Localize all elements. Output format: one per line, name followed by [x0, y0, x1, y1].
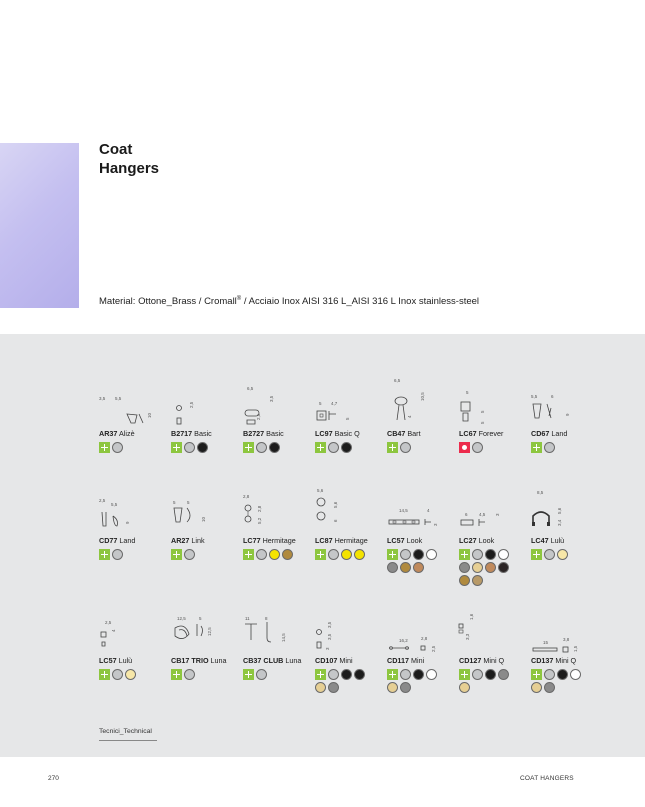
dimension-label: 5,6 — [317, 488, 324, 493]
dimension-label: 3,8 — [563, 637, 570, 642]
finish-color-chip — [112, 442, 123, 453]
plus-icon — [171, 669, 182, 680]
product-name: Look — [476, 536, 495, 545]
plus-icon — [99, 549, 110, 560]
finish-color-chip — [472, 442, 483, 453]
product-label — [171, 429, 212, 438]
finish-color-chip — [400, 549, 411, 560]
product-code: LC47 — [531, 536, 549, 545]
finish-color-chip — [354, 669, 365, 680]
dimension-label: 9 — [565, 413, 570, 416]
finish-color-chip — [531, 682, 542, 693]
product-label — [99, 429, 135, 438]
product-name: Lulù — [116, 656, 133, 665]
product-code: CD67 — [531, 429, 550, 438]
finish-color-chip — [387, 682, 398, 693]
dimension-label: 5,6 — [557, 507, 562, 514]
page-title — [99, 140, 159, 178]
finish-color-chip — [459, 562, 470, 573]
product-code: AR27 — [171, 536, 190, 545]
product-label — [243, 536, 296, 545]
finish-color-chip — [125, 669, 136, 680]
dimension-label: 6 — [465, 512, 468, 517]
product-drawing — [243, 374, 313, 432]
dimension-label: 3 — [433, 523, 438, 526]
finish-color-chip — [570, 669, 581, 680]
dimension-label: 2,5 — [256, 413, 261, 420]
product-name: Luna — [283, 656, 302, 665]
dimension-label: 5 — [345, 417, 350, 420]
product-label — [531, 429, 567, 438]
finish-color-chip — [459, 682, 470, 693]
finish-color-chip — [400, 442, 411, 453]
finish-color-chip — [557, 549, 568, 560]
finish-color-chip — [256, 669, 267, 680]
finish-color-chip — [544, 442, 555, 453]
footer-tag: Tecnici_Technical — [99, 728, 152, 735]
finish-color-chip — [184, 549, 195, 560]
dimension-label: 3,5 — [327, 621, 332, 628]
title-line-1: Coat — [99, 141, 133, 158]
dimension-label: 5,5 — [111, 502, 118, 507]
product-label — [387, 656, 424, 665]
dimension-label: 5 — [319, 401, 322, 406]
product-code: CD107 — [315, 656, 338, 665]
finish-color-chip — [544, 669, 555, 680]
material-text-a: Material: Ottone_Brass / Cromall — [99, 296, 237, 308]
finish-color-chip — [328, 669, 339, 680]
product-label — [243, 429, 284, 438]
dimension-label: 4 — [111, 629, 116, 632]
product-name: Forever — [476, 429, 504, 438]
page-number: 270 — [48, 775, 59, 782]
product-label — [315, 536, 368, 545]
plus-icon — [531, 442, 542, 453]
finish-color-chip — [485, 549, 496, 560]
plus-icon — [99, 442, 110, 453]
finish-color-chip — [413, 549, 424, 560]
dimension-label: 3,5 — [327, 633, 332, 640]
plus-icon — [315, 669, 326, 680]
finish-color-chip — [328, 442, 339, 453]
finish-color-chip — [256, 549, 267, 560]
dimension-label: 8 — [265, 616, 268, 621]
dimension-label: 4,5 — [479, 512, 486, 517]
finish-color-chip — [472, 562, 483, 573]
product-label — [99, 536, 135, 545]
product-name: Luna — [208, 656, 227, 665]
finish-color-chip — [413, 562, 424, 573]
product-name: Alizè — [117, 429, 135, 438]
dimension-label: 6,5 — [247, 386, 254, 391]
finish-color-chip — [341, 549, 352, 560]
plus-icon — [99, 669, 110, 680]
dimension-label: 16,2 — [399, 638, 408, 643]
finish-color-chip — [341, 669, 352, 680]
material-text-b: / Acciaio Inox AISI 316 L_AISI 316 L Inox stainless-steel — [241, 296, 480, 308]
plus-icon — [459, 549, 470, 560]
product-name: Hermitage — [260, 536, 296, 545]
dimension-label: 1,6 — [469, 613, 474, 620]
title-line-2: Hangers — [99, 160, 160, 177]
plus-icon — [387, 549, 398, 560]
product-label — [99, 656, 132, 665]
finish-color-chip — [400, 562, 411, 573]
hanger-line-drawing — [459, 374, 529, 432]
dimension-label: 6 — [551, 394, 554, 399]
product-code: B2727 — [243, 429, 265, 438]
plus-icon — [315, 549, 326, 560]
dimension-label: 5 — [187, 500, 190, 505]
plus-icon — [243, 549, 254, 560]
plus-icon — [531, 669, 542, 680]
product-name: Hermitage — [332, 536, 368, 545]
finish-color-chip — [498, 549, 509, 560]
finish-color-chip — [400, 669, 411, 680]
product-name: Look — [404, 536, 423, 545]
product-drawing — [387, 374, 457, 432]
lavender-accent-block — [0, 143, 79, 308]
finish-color-chip — [282, 549, 293, 560]
product-name: Bart — [405, 429, 421, 438]
plus-icon — [459, 669, 470, 680]
dimension-label: 14,5 — [399, 508, 408, 513]
dimension-label: 10 — [147, 412, 152, 418]
product-label — [315, 429, 360, 438]
dimension-label: 5 — [480, 410, 485, 413]
product-label — [243, 656, 301, 665]
product-name: Mini — [408, 656, 425, 665]
finish-color-chip — [315, 682, 326, 693]
dimension-label: 5,5 — [115, 396, 122, 401]
dimension-label: 4,7 — [331, 401, 338, 406]
dimension-label: 5 — [480, 421, 485, 424]
product-code: LC77 — [243, 536, 261, 545]
product-label — [531, 656, 576, 665]
finish-color-chip — [413, 669, 424, 680]
dimension-label: 5 — [199, 616, 202, 621]
finish-color-chip — [112, 549, 123, 560]
dimension-label: 5,2 — [257, 517, 262, 524]
dimension-label: 5,5 — [531, 394, 538, 399]
product-code: AR37 — [99, 429, 118, 438]
dimension-label: 8,5 — [537, 490, 544, 495]
dimension-label: 4 — [427, 508, 430, 513]
dimension-label: 12,5 — [207, 627, 212, 636]
product-name: Mini Q — [553, 656, 577, 665]
hanger-line-drawing — [531, 374, 601, 432]
finish-color-chip — [184, 442, 195, 453]
finish-color-chip — [426, 669, 437, 680]
dimension-label: 2,5 — [431, 645, 436, 652]
plus-icon — [531, 549, 542, 560]
finish-color-chip — [387, 562, 398, 573]
product-name: Basic — [192, 429, 212, 438]
finish-color-chip — [184, 669, 195, 680]
dimension-label: 5,6 — [333, 501, 338, 508]
product-label — [531, 536, 564, 545]
red-finish-icon — [459, 442, 470, 453]
product-code: LC97 — [315, 429, 333, 438]
product-label — [459, 656, 504, 665]
product-code: LC27 — [459, 536, 477, 545]
dimension-label: 2,8 — [243, 494, 250, 499]
finish-color-chip — [472, 549, 483, 560]
dimension-label: 3,5 — [269, 395, 274, 402]
finish-color-chip — [544, 549, 555, 560]
registered-mark: ® — [236, 296, 242, 302]
product-code: CD127 — [459, 656, 482, 665]
product-name: Land — [117, 536, 136, 545]
hanger-line-drawing — [315, 374, 385, 432]
plus-icon — [315, 442, 326, 453]
product-code: LC67 — [459, 429, 477, 438]
finish-color-chip — [459, 575, 470, 586]
finish-color-chip — [498, 562, 509, 573]
hanger-line-drawing — [99, 374, 169, 432]
finish-color-chip — [544, 682, 555, 693]
finish-color-chip — [557, 669, 568, 680]
product-label — [315, 656, 353, 665]
product-name: Link — [189, 536, 205, 545]
dimension-label: 3,5 — [99, 396, 106, 401]
finish-color-chip — [472, 669, 483, 680]
product-name: Basic Q — [332, 429, 360, 438]
product-code: CD137 — [531, 656, 554, 665]
dimension-label: 10,5 — [420, 392, 425, 401]
product-code: B2717 — [171, 429, 193, 438]
dimension-label: 6,5 — [394, 378, 401, 383]
finish-color-chip — [269, 549, 280, 560]
product-drawing — [171, 374, 241, 432]
product-drawing — [531, 374, 601, 432]
product-name: Lulù — [548, 536, 565, 545]
product-code: CB17 TRIO — [171, 656, 209, 665]
finish-color-chip — [485, 669, 496, 680]
finish-color-chip — [354, 549, 365, 560]
section-name: COAT HANGERS — [520, 775, 574, 782]
dimension-label: 10 — [201, 516, 206, 522]
product-code: LC87 — [315, 536, 333, 545]
plus-icon — [243, 669, 254, 680]
dimension-label: 5 — [173, 500, 176, 505]
dimension-label: 14,5 — [281, 633, 286, 642]
hanger-line-drawing — [171, 374, 241, 432]
dimension-label: 2,5 — [99, 498, 106, 503]
product-label — [171, 656, 227, 665]
product-drawing — [459, 374, 529, 432]
dimension-label: 5 — [466, 390, 469, 395]
plus-icon — [387, 442, 398, 453]
product-code: LC57 — [387, 536, 405, 545]
product-label — [459, 536, 494, 545]
finish-color-chip — [112, 669, 123, 680]
dimension-label: 3,4 — [557, 519, 562, 526]
product-code: CD117 — [387, 656, 409, 665]
dimension-label: 2,8 — [257, 505, 262, 512]
product-label — [387, 536, 422, 545]
dimension-label: 3 — [325, 647, 330, 650]
finish-color-chip — [341, 442, 352, 453]
product-label — [459, 429, 503, 438]
plus-icon — [171, 442, 182, 453]
finish-color-chip — [269, 442, 280, 453]
dimension-label: 2,5 — [105, 620, 112, 625]
product-label — [171, 536, 205, 545]
finish-color-chip — [498, 669, 509, 680]
hanger-line-drawing — [243, 374, 313, 432]
dimension-label: 12,5 — [177, 616, 186, 621]
product-name: Mini Q — [481, 656, 505, 665]
finish-color-chip — [400, 682, 411, 693]
material-line — [99, 296, 479, 307]
footer-divider — [99, 740, 157, 741]
product-code: LC57 — [99, 656, 117, 665]
finish-color-chip — [328, 549, 339, 560]
dimension-label: 2,8 — [421, 636, 428, 641]
dimension-label: 11 — [245, 616, 250, 621]
finish-color-chip — [328, 682, 339, 693]
plus-icon — [171, 549, 182, 560]
dimension-label: 1,5 — [573, 645, 578, 652]
dimension-label: 3,3 — [465, 633, 470, 640]
dimension-label: 2,5 — [189, 401, 194, 408]
product-drawing — [99, 374, 169, 432]
product-name: Basic — [264, 429, 284, 438]
finish-color-chip — [426, 549, 437, 560]
product-code: CB37 CLUB — [243, 656, 284, 665]
product-name: Land — [549, 429, 568, 438]
product-code: CD77 — [99, 536, 118, 545]
product-code: CB47 — [387, 429, 406, 438]
finish-color-chip — [472, 575, 483, 586]
dimension-label: 9 — [125, 521, 130, 524]
product-drawing — [315, 374, 385, 432]
dimension-label: 3 — [495, 513, 500, 516]
plus-icon — [387, 669, 398, 680]
finish-color-chip — [256, 442, 267, 453]
dimension-label: 6 — [333, 519, 338, 522]
dimension-label: 4 — [407, 415, 412, 418]
finish-color-chip — [485, 562, 496, 573]
product-name: Mini — [337, 656, 353, 665]
finish-color-chip — [197, 442, 208, 453]
dimension-label: 15 — [543, 640, 549, 645]
plus-icon — [243, 442, 254, 453]
product-label — [387, 429, 421, 438]
